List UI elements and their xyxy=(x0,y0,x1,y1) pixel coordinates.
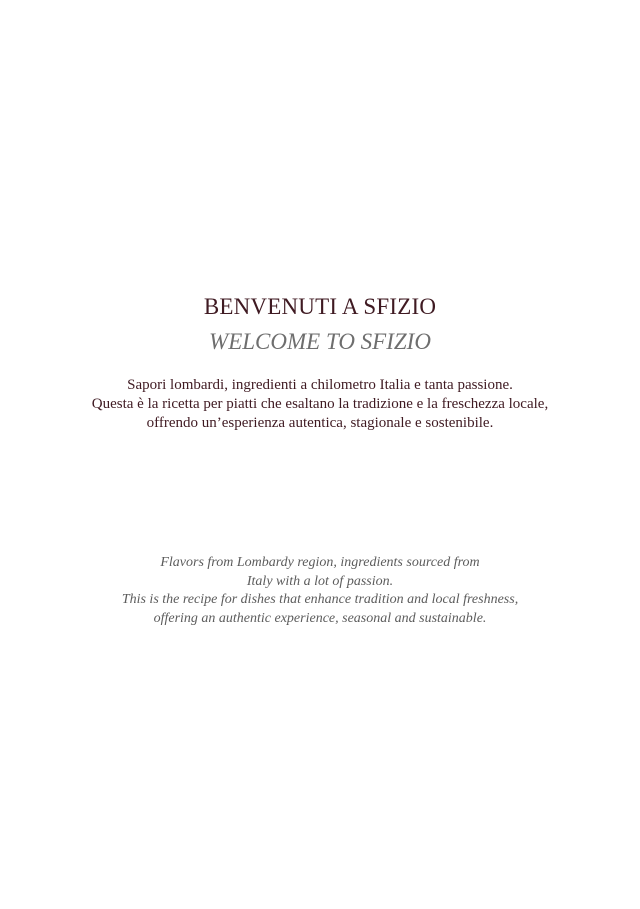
intro-italian-line: Questa è la ricetta per piatti che esaltano la tradizione e la freschezza locale, xyxy=(91,396,549,412)
intro-english-line: offering an authentic experience, seasonal and sustainable. xyxy=(153,610,487,626)
intro-italian-line: offrendo un’esperienza autentica, stagionale e sostenibile. xyxy=(146,415,494,431)
intro-english-line: This is the recipe for dishes that enhance tradition and local freshness, xyxy=(121,592,519,607)
intro-paragraph-english xyxy=(0,554,640,628)
intro-italian-line: Sapori lombardi, ingredienti a chilometro Italia e tanta passione. xyxy=(127,377,513,393)
intro-paragraph-italian xyxy=(0,376,640,433)
page-title-italian: BENVENUTI A SFIZIO xyxy=(203,294,437,319)
intro-english-line: Italy with a lot of passion. xyxy=(246,573,394,589)
page-title-english: WELCOME TO SFIZIO xyxy=(209,329,431,354)
intro-english-line: Flavors from Lombardy region, ingredients sourced from xyxy=(160,555,480,570)
